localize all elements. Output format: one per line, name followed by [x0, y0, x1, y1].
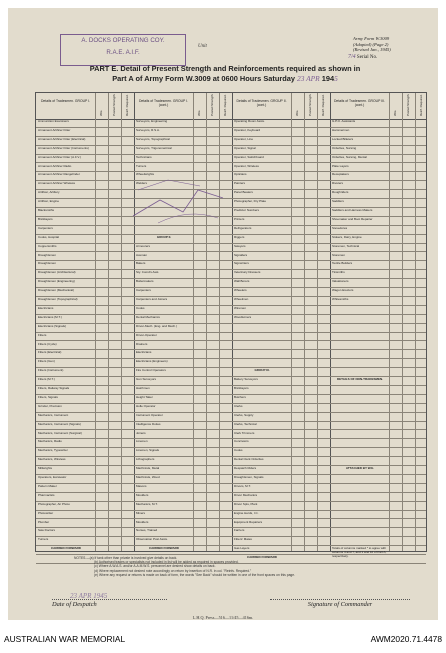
- trade-cell: Operator, Switchboard: [234, 154, 264, 159]
- trade-cell: Armament Artificer Rangefinder: [38, 172, 80, 177]
- trade-cell: [332, 538, 388, 546]
- unit-stamp: [60, 34, 186, 66]
- form-identifier: [353, 36, 391, 53]
- trade-cell: Axeman: [136, 252, 148, 257]
- stamp-line-1: A. DOCKS OPERATING COY.: [81, 37, 165, 44]
- trade-cell: Plumber: [38, 519, 50, 524]
- trade-cell: Dental Clerk Orderlies: [234, 457, 264, 462]
- trade-cell: Gun Surveyors: [136, 377, 157, 382]
- trade-cell: [332, 485, 388, 493]
- printer-imprint: L.H.Q. Press—516—11/45—416m.: [192, 615, 254, 620]
- trade-cell: Mechanics, Typewriter: [38, 448, 68, 453]
- trade-cell: Armament Artificer Fitter (Electrical): [38, 136, 86, 141]
- trade-cell: DETAILS OF NON-TRADESMEN.: [337, 377, 383, 382]
- trade-cell: Blacksmiths: [38, 208, 55, 212]
- trade-cell: Sawyers: [234, 243, 246, 248]
- trade-cell: Operating Room Assts.: [234, 119, 265, 123]
- trade-cell: Cooks: [234, 448, 243, 453]
- trade-cell: Saddlers: [332, 199, 344, 204]
- subcolumn-heading: Reinf. Required.: [419, 94, 423, 116]
- column-heading: Details of Tradesmen. GROUP III. (cont.): [333, 99, 385, 108]
- trade-cell: Fitters, Railway Signals: [38, 386, 70, 390]
- trade-cell: [332, 405, 388, 413]
- trade-cell: Armament Artificer Fitter: [38, 127, 71, 132]
- trade-cell: [332, 503, 388, 511]
- trade-cell: Technicians: [136, 154, 152, 159]
- trade-cell: Armament Artificer Radio: [38, 163, 72, 168]
- trade-cell: ATTACHED BY W.E.: [345, 466, 375, 471]
- trade-cell: Observation Post Assts.: [136, 537, 168, 542]
- subcolumn-heading: Reinf. Required.: [223, 94, 227, 116]
- trade-cell: Moulders: [136, 519, 149, 524]
- trade-cell: Totals of columns marked * to agree with columns 4 and 7, and 1 and 10 of Part A, respectively.: [332, 546, 387, 558]
- trade-cell: Equipment Repairers: [234, 519, 263, 524]
- title-line-2: [60, 74, 390, 84]
- trade-cell: Surveyors, Engineering: [136, 119, 168, 123]
- trade-cell: Fire Control Operators: [136, 368, 166, 373]
- trade-cell: Driver Spts, Plant: [234, 501, 258, 506]
- trade-cell: Armourers: [136, 243, 151, 248]
- subcolumn-heading: W.E.: [295, 109, 299, 116]
- trade-cell: CARRIED FORWARD: [51, 546, 81, 551]
- trade-cell: Panel Beaters: [234, 190, 253, 195]
- trade-cell: Armament Artificer Fitter (A.F.V.): [38, 154, 81, 159]
- trade-cell: [332, 387, 388, 395]
- trade-cell: Armament Artificer Fitter (Instruments): [38, 145, 89, 150]
- trade-cell: Intelligence Duties: [136, 421, 161, 426]
- trade-cell: G.P.O. Assistants: [332, 119, 356, 123]
- trade-cell: [332, 360, 388, 368]
- trade-cell: Butchers: [234, 394, 246, 399]
- trade-cell: Hammermen: [332, 127, 350, 132]
- subcolumn-heading: Posted Strength.: [406, 93, 410, 116]
- trade-cell: GROUP II.: [156, 234, 172, 239]
- trade-cell: Wheelers: [234, 288, 247, 293]
- trade-cell: Veterinary Dressers: [234, 270, 261, 275]
- trade-cell: CARRIED FORWARD: [247, 555, 277, 560]
- signature-of-commander-label: Signature of Commander: [270, 599, 410, 608]
- trade-cell: Despatch Riders: [234, 466, 257, 471]
- trade-cell: Gas Layers: [234, 546, 250, 551]
- serial-value: 7/4: [348, 54, 356, 60]
- trade-cell: Valuationers: [332, 279, 349, 284]
- trade-cell: Saw Doctors: [38, 528, 56, 533]
- trade-cell: Pharmacists: [38, 492, 55, 497]
- trade-cell: Woodturners: [234, 314, 252, 319]
- trade-cell: Draughtsmen, Signals: [234, 475, 264, 479]
- trade-cell: CARRIED FORWARD: [149, 546, 179, 551]
- trade-cell: Bricklayers: [234, 386, 249, 390]
- date-of-despatch-label: Date of Despatch: [52, 599, 167, 608]
- trade-cell: Farriers: [234, 528, 245, 533]
- trade-cell: Turners: [38, 537, 49, 542]
- trade-cell: Coppersmiths: [38, 243, 57, 248]
- trade-cell: [234, 351, 290, 359]
- note-line: (d) Where replacement not desired note accordingly on return by insertion of N.R. in col. "Reinfs. Required.": [94, 568, 252, 573]
- trade-cell: Plate Layers: [332, 163, 349, 168]
- trade-cell: Grinder, Precision: [38, 403, 62, 408]
- trade-cell: Driver Mechanics: [234, 492, 258, 497]
- trade-cell: Electricians: [38, 305, 54, 310]
- trade-cell: Battery Surveyors: [234, 377, 258, 382]
- trade-cell: Lithographers: [136, 457, 155, 462]
- trade-cell: Turners: [136, 163, 147, 168]
- trade-cell: Fitters' Mates: [234, 537, 252, 542]
- trade-cell: Draughtsmen (Topographical): [38, 297, 78, 301]
- trade-cell: Machinists, Metal: [136, 466, 160, 471]
- title-line-2-text: Part A of Army Form W.3009 at 0600 Hours Saturday: [112, 73, 295, 83]
- trade-cell: Fitters (Gun): [38, 359, 55, 364]
- trade-cell: Wheelwrights: [136, 172, 155, 177]
- trade-cell: Concretors: [234, 439, 249, 444]
- trade-cell: Welders: [136, 181, 147, 186]
- trade-cell: Predictor Numbers: [234, 208, 260, 212]
- serial-label: Serial No.: [356, 55, 378, 60]
- trade-cell: Millwrights: [38, 466, 53, 471]
- trade-cell: Signwriters: [234, 261, 249, 266]
- trade-cell: Artificer, Engine: [38, 199, 60, 204]
- subcolumn-heading: Reinf. Required.: [125, 94, 129, 116]
- trade-cell: Surveyors, Topographical: [136, 136, 170, 141]
- trade-cell: Mechanics, Instrument: [38, 412, 69, 417]
- trade-cell: Stokers, Dairy, Engine: [332, 234, 362, 239]
- trade-cell: Dental Mechanics: [136, 314, 160, 319]
- trade-cell: [332, 351, 388, 359]
- trade-cell: Linemen: [136, 439, 148, 444]
- form-sheet: [8, 8, 438, 620]
- trade-cell: Bakers: [136, 261, 146, 266]
- trade-cell: [332, 494, 388, 502]
- despatch-date-handwritten: 23 APR 1945: [70, 592, 108, 600]
- trade-cell: Wall Borers: [234, 279, 250, 284]
- trade-cell: Surveyors, R.S.A.: [136, 127, 160, 132]
- trade-cell: Drivers, M.T.: [234, 483, 251, 488]
- trade-cell: Ammunition Examiners: [38, 119, 69, 123]
- trade-cell: Hatchmen: [136, 386, 150, 390]
- trade-cell: Orderlies, Nursing, Mental: [332, 154, 367, 159]
- trade-cell: Shoemaker and Boot Repairer: [332, 216, 373, 221]
- trade-cell: Drainers: [136, 341, 148, 346]
- trade-cell: Pattern Maker: [38, 483, 57, 488]
- trade-cell: Photographer, Air Photo: [38, 501, 70, 506]
- trade-cell: [332, 325, 388, 333]
- trade-cell: Bricklayers: [38, 216, 53, 221]
- trade-cell: Carpenters: [38, 225, 53, 230]
- trade-cell: Printers: [234, 216, 245, 221]
- trade-cell: Draughtsmen (Mechanical): [38, 288, 75, 293]
- trade-cell: Wiremen: [234, 305, 247, 310]
- archive-footer: [0, 624, 446, 653]
- trade-cell: Joiners: [136, 430, 146, 435]
- trade-cell: [234, 325, 290, 333]
- trade-cell: Stevedores: [332, 225, 348, 230]
- trade-cell: Fitters (Instrument): [38, 368, 64, 373]
- trade-cell: Engine Herds, I.C.: [234, 510, 259, 515]
- trade-cell: [332, 396, 388, 404]
- form-id-line-2: (Adapted) (Page 2): [353, 41, 389, 47]
- subcolumn-heading: W.E.: [393, 109, 397, 116]
- trade-cell: Armament Artificer Wireless: [38, 181, 76, 186]
- trade-cell: Tinsmiths: [332, 270, 345, 275]
- trade-cell: Driver-Operator: [136, 332, 157, 337]
- trade-cell: Locked Billeters: [332, 136, 354, 141]
- trade-cell: [332, 423, 388, 431]
- trade-cell: Opticians: [234, 172, 247, 177]
- trade-cell: Roughriders: [332, 190, 349, 195]
- trade-cell: Electricians (Signals): [38, 323, 67, 328]
- trade-cell: Artificer, Artillery: [38, 190, 60, 195]
- trade-cell: Mechanics, Instrument (Signals): [38, 421, 81, 426]
- subcolumn-heading: Posted Strength.: [112, 93, 116, 116]
- trade-cell: Clerks, Technical: [234, 421, 257, 426]
- trade-cell: Clerk Trimmers: [234, 430, 255, 435]
- title-year: 194: [321, 73, 335, 83]
- trade-cell: [332, 316, 388, 324]
- trade-cell: Storemen, Technical: [332, 243, 360, 248]
- trade-cell: Driver-Mech. (Eng. and Mech.): [136, 323, 178, 328]
- trade-cell: [332, 449, 388, 457]
- handwritten-scribble: [128, 168, 248, 228]
- trade-cell: [332, 432, 388, 440]
- trade-cell: [234, 360, 290, 368]
- title-line-1: PART E. Detail of Present Strength and Reinforcements required as shown in: [89, 64, 361, 73]
- note-line: NOTES.—(a) If tank other than private is involved give details on back.: [74, 556, 178, 560]
- trade-cell: Operators, Excavator: [38, 475, 67, 479]
- subcolumn-heading: Reinf. Required.: [321, 94, 325, 116]
- trade-cell: Nurses, Trained: [136, 528, 158, 533]
- trade-cell: Fitters, Signals: [38, 394, 58, 399]
- form-id-line-3: (Revised Jan., 1945): [353, 47, 391, 53]
- trade-cell: Painters: [234, 181, 246, 186]
- trade-cell: Fitters (Cycle): [38, 341, 57, 346]
- subcolumn-heading: W.E.: [197, 109, 201, 116]
- serial-number: [348, 54, 377, 60]
- trade-cell: Photographer, Dry Plate: [234, 199, 267, 204]
- trade-cell: Wheelmen: [234, 297, 249, 301]
- trade-cell: [332, 307, 388, 315]
- archive-name: AUSTRALIAN WAR MEMORIAL: [4, 634, 126, 644]
- notes-block: [74, 556, 394, 577]
- trade-cell: Mechanics, Instrument (Surgical): [38, 430, 82, 435]
- trade-cell: Moulders: [136, 492, 149, 497]
- trade-cell: Textile Builders: [332, 261, 353, 266]
- trade-cell: Operator, Keyboard: [234, 127, 261, 132]
- trade-cell: [234, 334, 290, 342]
- trade-cell: Clerks, Supply: [234, 412, 254, 417]
- stamp-line-2: R.A.E. A.I.F.: [106, 49, 140, 56]
- trade-cell: Whitesmiths: [332, 297, 349, 301]
- handwritten-year: 5: [334, 73, 338, 83]
- note-line: (b) Authorised trades or specialists not included in list will be added as required in spaces provided.: [94, 560, 239, 565]
- archive-reference: AWM2020.71.4478: [370, 634, 442, 644]
- trade-cell: Electricians: [136, 350, 152, 355]
- trade-cell: Operator, Signal: [234, 145, 256, 150]
- trade-cell: Draughtsmen: [38, 261, 57, 266]
- trade-cell: Saddlers and Harness Makers: [332, 208, 373, 212]
- trade-cell: [332, 369, 388, 377]
- trade-cell: Refrigerators: [234, 225, 252, 230]
- subcolumn-heading: Posted Strength.: [210, 93, 214, 116]
- trade-cell: Electricians (Engineers): [136, 359, 168, 364]
- trade-cell: Cooks: [136, 305, 145, 310]
- trade-cell: Storemen: [332, 252, 346, 257]
- subcolumn-heading: W.E.: [99, 109, 103, 116]
- trade-cell: GROUP III.: [254, 368, 270, 373]
- trade-cell: [332, 334, 388, 342]
- trade-cell: [332, 521, 388, 529]
- column-heading: Details of Tradesmen. GROUP I.: [40, 99, 91, 103]
- note-line: (c) Where A.W.A.S. and/or A.A.M.W.S. personnel are desired show details on back.: [94, 564, 216, 569]
- trade-cell: Riggers: [234, 234, 245, 239]
- trade-cell: Carpenters and Joiners: [136, 297, 168, 301]
- unit-label: Unit: [198, 44, 207, 49]
- trade-cell: Sty. Comd's Asst.: [136, 270, 160, 275]
- trade-cell: Wagon Erectors: [332, 288, 354, 293]
- handwritten-date: 23 APR: [297, 73, 320, 83]
- trade-cell: Surveyors, Trigonometrical: [136, 145, 172, 150]
- trade-cell: Draughtsmen: [38, 252, 57, 257]
- trade-cell: Receptakers: [332, 172, 349, 177]
- trade-cell: Fitters: [38, 332, 47, 337]
- trade-cell: Mechanics, M.T.: [136, 501, 158, 506]
- trade-cell: [332, 512, 388, 520]
- trade-cell: [332, 343, 388, 351]
- trade-cell: Operator, Wireless: [234, 163, 259, 168]
- trade-cell: Riveters: [332, 181, 344, 186]
- trade-cell: Cooks, Hospital: [38, 234, 60, 239]
- trade-cell: Masons: [136, 483, 147, 488]
- trade-cell: Signallers: [234, 252, 248, 257]
- trade-cell: [332, 440, 388, 448]
- trade-cell: [332, 458, 388, 466]
- trade-cell: Operator, Line: [234, 136, 254, 141]
- trade-cell: [332, 529, 388, 537]
- trade-cell: Electricians (M.T.): [38, 314, 62, 319]
- trade-cell: Orderlies, Nursing: [332, 145, 357, 150]
- trade-cell: Clerks: [234, 403, 243, 408]
- form-id-line-1: Army Form W.3009: [353, 36, 390, 41]
- trade-cell: Height Taker: [136, 394, 153, 399]
- trade-cell: [332, 476, 388, 484]
- trade-cell: Machinists, Wood: [136, 475, 160, 479]
- trade-cell: Boilermakers: [136, 279, 154, 284]
- trade-cell: Holle Operator: [136, 403, 156, 408]
- trade-cell: Fitters (Electrical): [38, 350, 62, 355]
- trade-cell: [234, 343, 290, 351]
- note-line: (e) Where any request or returns is made on back of form, the words "See Back" should be written in one of the front spaces on this page.: [94, 572, 295, 577]
- trade-cell: Mechanics, Wireless: [38, 457, 66, 462]
- trade-cell: Carpenters: [136, 288, 151, 293]
- trade-cell: Mechanics, Radio: [38, 439, 62, 444]
- trade-cell: Linemen, Signals: [136, 448, 160, 453]
- form-title: [60, 64, 390, 83]
- trade-cell: Draughtsmen (Architectural): [38, 270, 76, 275]
- trade-cell: Instrument Operator: [136, 412, 163, 417]
- trade-cell: Fitters (M.T.): [38, 377, 55, 382]
- trade-cell: [332, 414, 388, 422]
- subcolumn-heading: Posted Strength.: [308, 93, 312, 116]
- trade-cell: Miners: [136, 510, 146, 515]
- column-heading: Details of Tradesmen. GROUP II. (cont.): [236, 99, 287, 108]
- trade-cell: Photowriter: [38, 510, 54, 515]
- trade-cell: Draughtsmen (Engineering): [38, 279, 75, 284]
- column-heading: Details of Tradesmen. GROUP I. (cont.): [138, 99, 189, 108]
